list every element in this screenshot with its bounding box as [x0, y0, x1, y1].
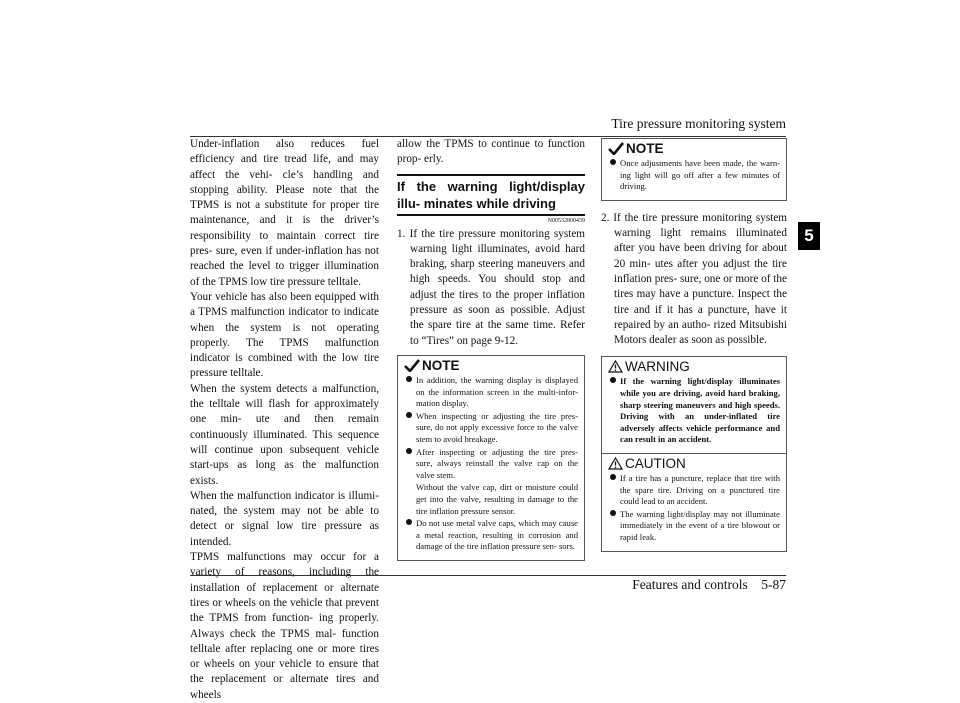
check-icon	[608, 142, 624, 155]
bullet-icon	[610, 474, 616, 480]
bullet-icon	[610, 510, 616, 516]
bullet-icon	[610, 159, 616, 165]
footer-rule	[190, 575, 786, 576]
paragraph: Your vehicle has also been equipped with a TPMS malfunction indicator to indicate when the system is not operating properly. The TPMS malfunction indicator is combined with the low tire pressure telltale.	[190, 290, 379, 380]
note-item: After inspecting or adjusting the tire pres- sure, always reinstall the valve cap on the valve stem.	[398, 447, 584, 482]
paragraph: Under-inflation also reduces fuel efficiency and tire tread life, and may affect the vehi- cle’s handling and stopping ability. Please note that the TPMS is not a substitute for proper tire maintenance, and it is the driver’s responsibility to maintain correct tire pres- sure, even if under-inflation has not reached the level to trigger illumination of the TPMS low tire pressure telltale.	[190, 138, 379, 288]
paragraph: allow the TPMS to continue to function prop- erly.	[397, 138, 585, 166]
check-icon	[404, 359, 420, 372]
note-item: Do not use metal valve caps, which may cause a metal reaction, resulting in corrosion and damage of the tire inflation pressure sen- sors.	[398, 518, 584, 553]
note-box	[397, 355, 585, 561]
note-item: When inspecting or adjusting the tire pres- sure, do not apply excessive force to the valve stem to avoid breakage.	[398, 411, 584, 446]
note-label: NOTE	[626, 141, 664, 156]
warning-item: If the warning light/display illuminates while you are driving, avoid hard braking, sharp steering maneuvers and high speeds. Driving with an under-inflated tire adversely affects vehicle performance and can result in an accident.	[602, 376, 786, 446]
caution-item: The warning light/display may not illuminate immediately in the event of a tire blowout or rapid leak.	[602, 509, 786, 544]
paragraph: When the malfunction indicator is illumi- nated, the system may not be able to detect or signal low tire pressure as intended.	[190, 489, 379, 548]
warning-triangle-icon	[608, 360, 623, 373]
caution-header	[602, 454, 786, 472]
column-1	[190, 137, 379, 703]
footer-section: Features and controls	[632, 577, 748, 592]
warning-header	[602, 357, 786, 375]
page-number: 5-87	[761, 577, 786, 592]
note-header	[602, 139, 786, 157]
page-footer	[632, 577, 786, 593]
caution-label: CAUTION	[625, 456, 686, 472]
step-1: 1. If the tire pressure monitoring system warning light illuminates, avoid hard braking, sharp steering maneuvers and high speeds. You should stop and adjust the tires to the proper inflation pressure as soon as possible. Adjust the spare tire at the same time. Refer to “Tires” on page 9-12.	[397, 227, 585, 347]
note-item: Once adjustments have been made, the warn- ing light will go off after a few minutes of driving.	[602, 158, 786, 193]
caution-box	[601, 453, 787, 552]
note-label: NOTE	[422, 357, 460, 373]
bullet-icon	[406, 519, 412, 525]
paragraph: TPMS malfunctions may occur for a variety of reasons, including the installation of replacement or alternate tires or wheels on the vehicle that prevent the TPMS from function- ing properly. Always check the TPMS mal- function telltale after replacing one or more tires or wheels on your vehicle to ensure that the replacement or alternate tires and wheels	[190, 551, 379, 701]
bullet-icon	[406, 412, 412, 418]
warning-label: WARNING	[625, 359, 690, 375]
note-item: In addition, the warning display is displayed on the information screen in the multi-infor- mation display.	[398, 375, 584, 410]
caution-item: If a tire has a puncture, replace that tire with the spare tire. Driving on a punctured tire could lead to an accident.	[602, 473, 786, 508]
column-2	[397, 137, 585, 561]
bullet-icon	[610, 377, 616, 383]
column-3	[601, 137, 787, 552]
section-heading: If the warning light/display illu- minates while driving	[397, 174, 585, 216]
bullet-icon	[406, 448, 412, 454]
paragraph: When the system detects a malfunction, the telltale will flash for approximately one min- ute and then remain continuously illuminated. This sequence will continue upon subsequent vehicle start-ups as long as the malfunction exists.	[190, 382, 379, 487]
page-header-title: Tire pressure monitoring system	[611, 116, 786, 131]
step-2: 2. If the tire pressure monitoring system warning light remains illuminated after you have been driving for about 20 min- utes after you adjust the tire inflation pres- sure, one or more of the tires may have a puncture. Inspect the tire and if it has a puncture, have it repaired by an autho- rized Mitsubishi Motors dealer as soon as possible.	[601, 211, 787, 347]
bullet-icon	[406, 376, 412, 382]
warning-box	[601, 356, 787, 454]
caution-triangle-icon	[608, 457, 623, 470]
section-code: N00532800439	[547, 217, 585, 224]
note-subtext: Without the valve cap, dirt or moisture could get into the valve, resulting in damage to the tire inflation pressure sensor.	[416, 482, 578, 516]
chapter-tab: 5	[798, 222, 820, 250]
note-header	[398, 356, 584, 374]
note-box	[601, 138, 787, 201]
